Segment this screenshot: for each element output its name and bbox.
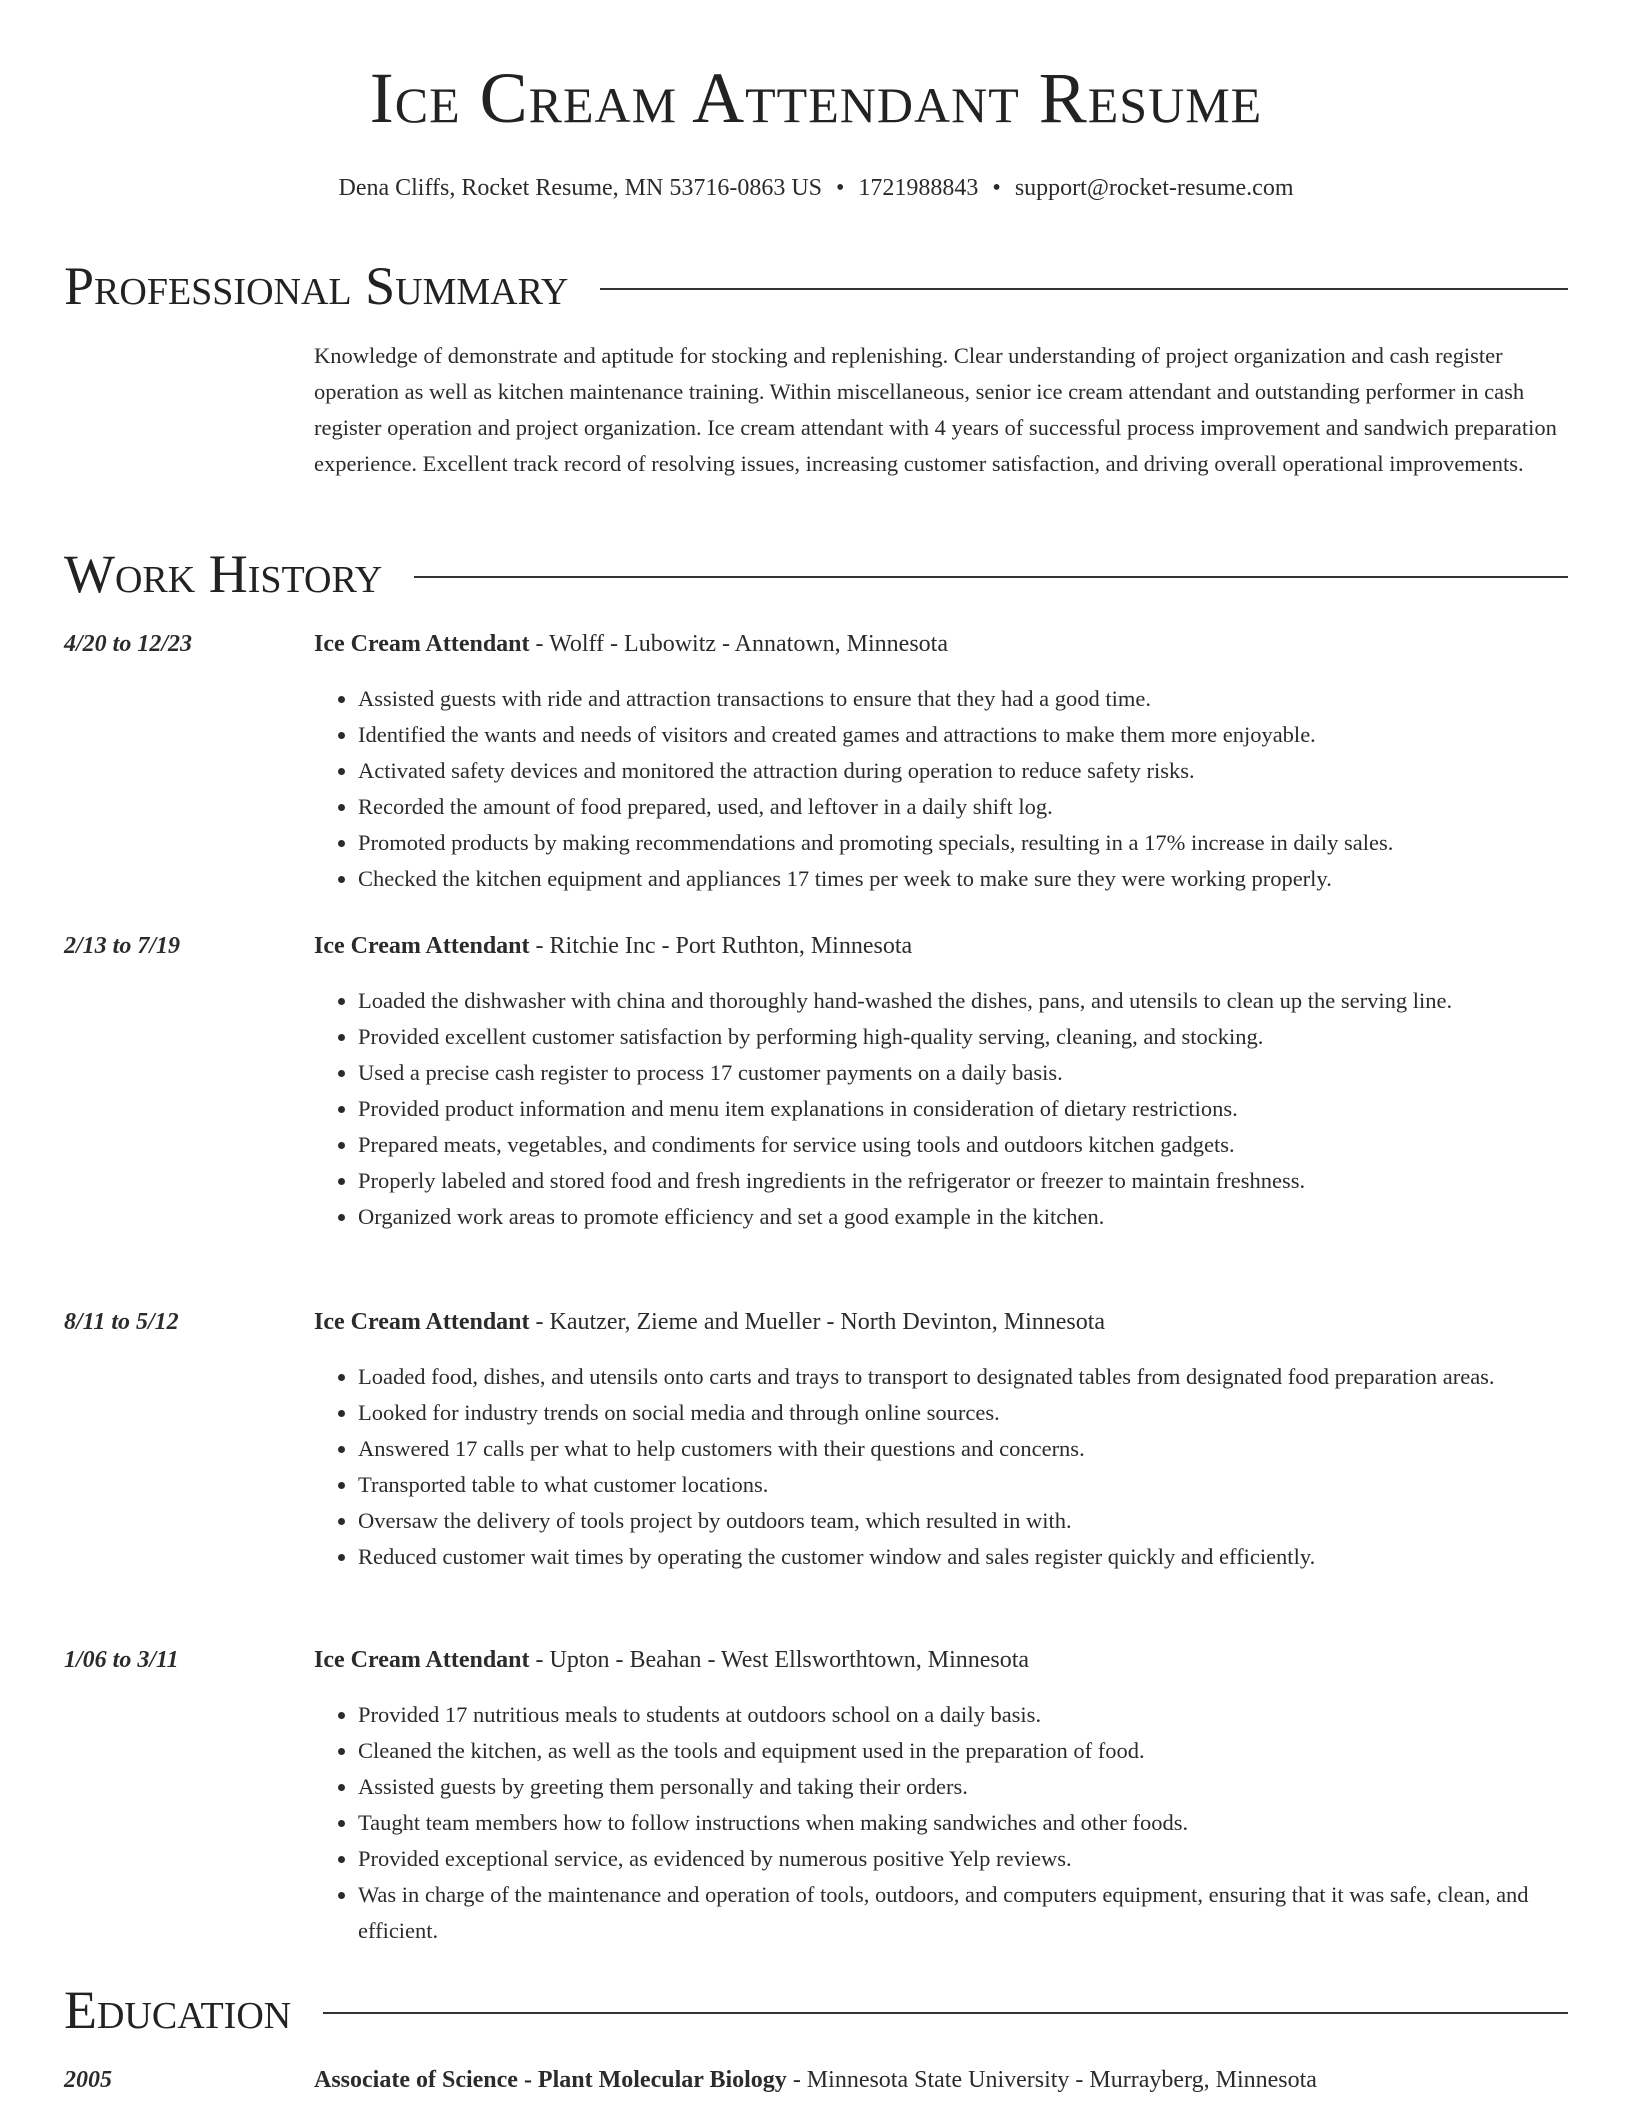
job-bullets (314, 983, 1568, 1235)
section-divider (600, 288, 1568, 290)
section-header-work (64, 544, 1568, 604)
summary-text: Knowledge of demonstrate and aptitude for stocking and replenishing. Clear understanding of project organization and cash register operation as well as kitchen maintenance training. Within miscellaneous, senior ice cream attendant and outstanding performer in cash register operation and project organization. Ice cream attendant with 4 years of successful process improvement and sandwich preparation experience. Excellent track record of resolving issues, increasing customer satisfaction, and driving overall operational improvements. (314, 343, 1557, 476)
bullet-item: • Promoted products by making recommendations and promoting specials, resulting in a 17% increase in daily sales. (358, 825, 1568, 861)
bullet-item: • Assisted guests by greeting them personally and taking their orders. (358, 1769, 1568, 1805)
contact-address: Dena Cliffs, Rocket Resume, MN 53716-0863 US (338, 175, 822, 201)
education-school: - Minnesota State University - Murrayberg, Minnesota (786, 2067, 1317, 2093)
contact-line (0, 176, 1632, 200)
job-dates: 2/13 to 7/19 (64, 933, 181, 959)
section-title-summary: Professional Summary (64, 256, 569, 316)
bullet-item: • Provided 17 nutritious meals to students at outdoors school on a daily basis. (358, 1697, 1568, 1733)
bullet-item: • Organized work areas to promote efficiency and set a good example in the kitchen. (358, 1199, 1568, 1235)
education-heading (314, 2064, 1568, 2096)
section-divider (323, 2012, 1568, 2014)
section-header-summary (64, 256, 1568, 316)
bullet-item: • Identified the wants and needs of visitors and created games and attractions to make them more enjoyable. (358, 717, 1568, 753)
bullet-item: • Recorded the amount of food prepared, used, and leftover in a daily shift log. (358, 789, 1568, 825)
job-dates: 4/20 to 12/23 (64, 631, 193, 657)
education-degree: Associate of Science - Plant Molecular Biology (314, 2067, 787, 2093)
contact-phone: 1721988843 (858, 175, 979, 201)
section-header-education (64, 1980, 1568, 2040)
bullet-item: • Checked the kitchen equipment and appliances 17 times per week to make sure they were working properly. (358, 861, 1568, 897)
job-heading (314, 1306, 1568, 1338)
job-company: - Wolff - Lubowitz - Annatown, Minnesota (529, 631, 948, 657)
job-role: Ice Cream Attendant (314, 631, 530, 657)
bullet-item: • Oversaw the delivery of tools project by outdoors team, which resulted in with. (358, 1503, 1568, 1539)
bullet-item: • Provided excellent customer satisfaction by performing high-quality serving, cleaning, and stocking. (358, 1019, 1568, 1055)
bullet-item: • Answered 17 calls per what to help customers with their questions and concerns. (358, 1431, 1568, 1467)
bullet-item: • Prepared meats, vegetables, and condiments for service using tools and outdoors kitchen gadgets. (358, 1127, 1568, 1163)
job-company: - Kautzer, Zieme and Mueller - North Devinton, Minnesota (529, 1309, 1106, 1335)
section-title-education: Education (64, 1980, 292, 2040)
contact-separator: • (836, 175, 845, 201)
job-bullets (314, 681, 1568, 897)
bullet-item: • Was in charge of the maintenance and operation of tools, outdoors, and computers equipment, ensuring that it was safe, clean, and efficient. (358, 1877, 1568, 1949)
resume-title: Ice Cream Attendant Resume (369, 58, 1263, 138)
job-company: - Ritchie Inc - Port Ruthton, Minnesota (529, 933, 913, 959)
bullet-item: • Reduced customer wait times by operating the customer window and sales register quickly and efficiently. (358, 1539, 1568, 1575)
job-role: Ice Cream Attendant (314, 1309, 530, 1335)
education-year: 2005 (64, 2067, 112, 2093)
job-heading (314, 1644, 1568, 1676)
bullet-item: • Loaded the dishwasher with china and thoroughly hand-washed the dishes, pans, and utensils to clean up the serving line. (358, 983, 1568, 1019)
bullet-item: • Provided product information and menu item explanations in consideration of dietary restrictions. (358, 1091, 1568, 1127)
section-divider (414, 576, 1568, 578)
contact-email: support@rocket-resume.com (1014, 175, 1294, 201)
bullet-item: • Used a precise cash register to process 17 customer payments on a daily basis. (358, 1055, 1568, 1091)
job-company: - Upton - Beahan - West Ellsworthtown, Minnesota (529, 1647, 1030, 1673)
bullet-item: • Cleaned the kitchen, as well as the tools and equipment used in the preparation of food. (358, 1733, 1568, 1769)
job-heading (314, 628, 1568, 660)
bullet-item: • Loaded food, dishes, and utensils onto carts and trays to transport to designated tables from designated food preparation areas. (358, 1359, 1568, 1395)
section-title-work: Work History (64, 544, 383, 604)
bullet-item: • Transported table to what customer locations. (358, 1467, 1568, 1503)
bullet-item: • Assisted guests with ride and attraction transactions to ensure that they had a good time. (358, 681, 1568, 717)
bullet-item: • Properly labeled and stored food and fresh ingredients in the refrigerator or freezer to maintain freshness. (358, 1163, 1568, 1199)
job-bullets (314, 1359, 1568, 1575)
bullet-item: • Activated safety devices and monitored the attraction during operation to reduce safety risks. (358, 753, 1568, 789)
contact-separator: • (992, 175, 1001, 201)
job-role: Ice Cream Attendant (314, 933, 530, 959)
job-bullets (314, 1697, 1568, 1949)
bullet-item: • Taught team members how to follow instructions when making sandwiches and other foods. (358, 1805, 1568, 1841)
job-heading (314, 930, 1568, 962)
job-role: Ice Cream Attendant (314, 1647, 530, 1673)
job-dates: 1/06 to 3/11 (64, 1647, 179, 1673)
bullet-item: • Provided exceptional service, as evidenced by numerous positive Yelp reviews. (358, 1841, 1568, 1877)
job-dates: 8/11 to 5/12 (64, 1309, 179, 1335)
bullet-item: • Looked for industry trends on social media and through online sources. (358, 1395, 1568, 1431)
